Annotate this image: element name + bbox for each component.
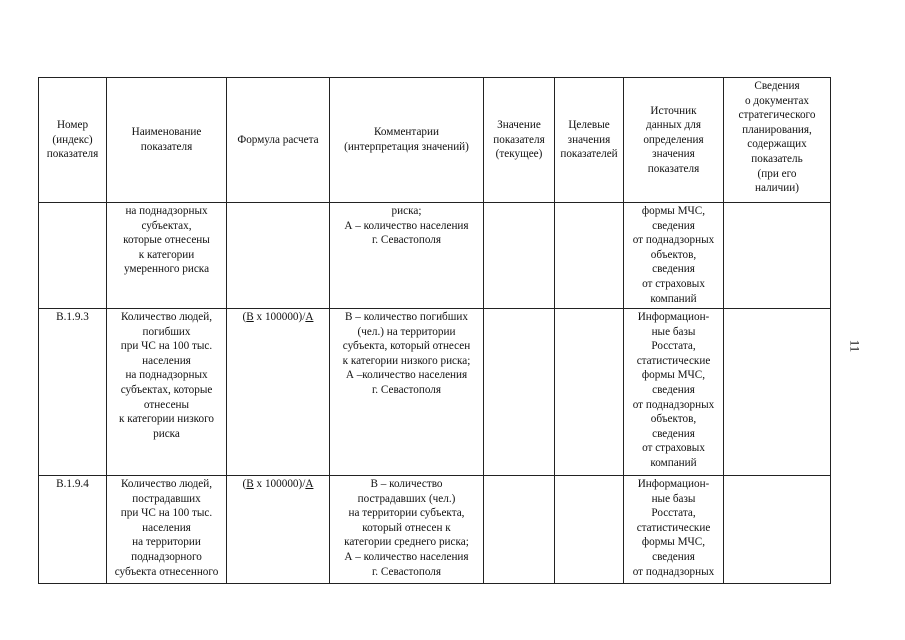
indicators-table: [38, 77, 831, 584]
cell-name: Количество людей, пострадавших при ЧС на 100 тыс. населения на территории поднадзорного субъекта отнесенного: [107, 476, 227, 584]
cell-index: В.1.9.4: [39, 476, 107, 584]
cell-docs: [724, 309, 831, 476]
formula-mid: х 100000)/: [253, 311, 306, 323]
cell-source: Информацион- ные базы Росстата, статистические формы МЧС, сведения от поднадзорных: [624, 476, 724, 584]
header-index: Номер (индекс) показателя: [39, 78, 107, 203]
cell-current: [484, 309, 555, 476]
header-formula: Формула расчета: [227, 78, 330, 203]
cell-current: [484, 476, 555, 584]
cell-name: на поднадзорных субъектах, которые отнесены к категории умеренного риска: [107, 203, 227, 309]
cell-index: [39, 203, 107, 309]
header-name: Наименование показателя: [107, 78, 227, 203]
table-row: [39, 203, 831, 309]
table-row: [39, 309, 831, 476]
cell-index: В.1.9.3: [39, 309, 107, 476]
header-row: [39, 78, 831, 203]
cell-source: Информацион- ные базы Росстата, статистические формы МЧС, сведения от поднадзорных объектов, сведения от страховых компаний: [624, 309, 724, 476]
header-current: Значение показателя (текущее): [484, 78, 555, 203]
cell-target: [555, 309, 624, 476]
cell-formula: (В х 100000)/А: [227, 476, 330, 584]
cell-source: формы МЧС, сведения от поднадзорных объектов, сведения от страховых компаний: [624, 203, 724, 309]
header-docs: Сведения о документах стратегического планирования, содержащих показатель (при его наличии): [724, 78, 831, 203]
cell-current: [484, 203, 555, 309]
formula-var-a: А: [305, 478, 314, 490]
cell-target: [555, 203, 624, 309]
formula-var-b: В: [246, 311, 254, 323]
cell-formula: [227, 203, 330, 309]
cell-comment: В – количество погибших (чел.) на территории субъекта, который отнесен к категории низкого риска; А –количество населения г. Севастополя: [330, 309, 484, 476]
page-number: 11: [847, 339, 863, 353]
cell-target: [555, 476, 624, 584]
formula-var-a: А: [305, 311, 314, 323]
header-source: Источник данных для определения значения показателя: [624, 78, 724, 203]
formula-mid: х 100000)/: [253, 478, 306, 490]
cell-name: Количество людей, погибших при ЧС на 100 тыс. населения на поднадзорных субъектах, которые отнесены к категории низкого риска: [107, 309, 227, 476]
cell-docs: [724, 203, 831, 309]
header-target: Целевые значения показателей: [555, 78, 624, 203]
header-comment: Комментарии (интерпретация значений): [330, 78, 484, 203]
formula-var-b: В: [246, 478, 254, 490]
cell-comment: риска; А – количество населения г. Севастополя: [330, 203, 484, 309]
cell-comment: В – количество пострадавших (чел.) на территории субъекта, который отнесен к категории среднего риска; А – количество населения г. Севастополя: [330, 476, 484, 584]
table-row: [39, 476, 831, 584]
cell-formula: (В х 100000)/А: [227, 309, 330, 476]
cell-docs: [724, 476, 831, 584]
